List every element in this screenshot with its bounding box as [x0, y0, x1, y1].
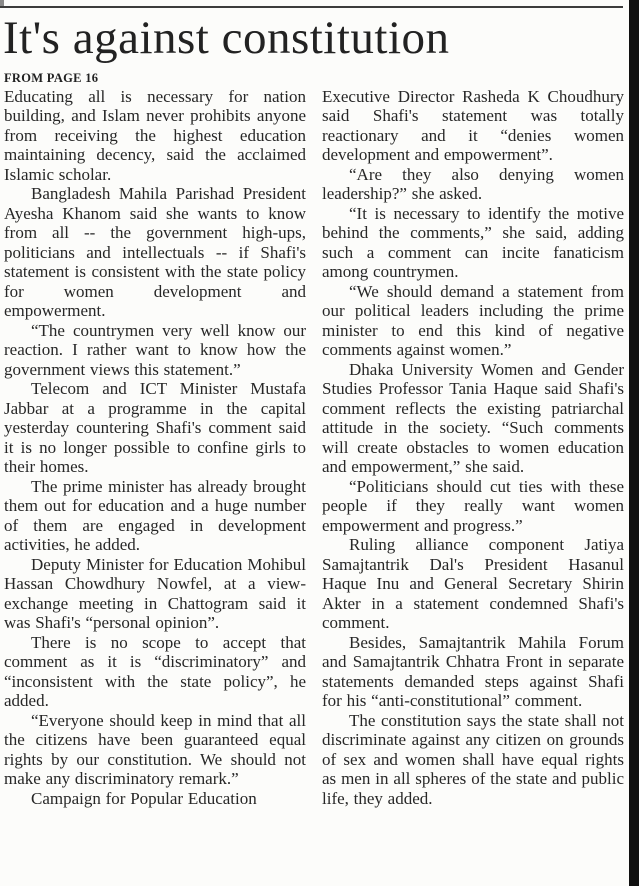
article-paragraph: “Politicians should cut ties with these people if they really want women empowerment and progress.” [322, 476, 624, 535]
article-paragraph: Deputy Minister for Education Mohibul Hassan Chowdhury Nowfel, at a view-exchange meeting in Chattogram said it was Shafi's “personal opinion”. [4, 554, 306, 633]
page-edge-bar [629, 0, 639, 886]
article-column-left [4, 87, 306, 809]
article-paragraph: Bangladesh Mahila Parishad President Ayesha Khanom said she wants to know from all -- the government high-ups, politicians and intellectuals -- if Shafi's statement is consistent with the state policy for women development and empowerment. [4, 184, 306, 321]
article-paragraph: “The countrymen very well know our reaction. I rather want to know how the government views this statement.” [4, 320, 306, 379]
article-paragraph: Dhaka University Women and Gender Studies Professor Tania Haque said Shafi's comment reflects the existing patriarchal attitude in the society. “Such comments will create obstacles to women education and empowerment,” she said. [322, 359, 624, 477]
article-paragraph: Educating all is necessary for nation building, and Islam never prohibits anyone from receiving the highest education maintaining decency, said the acclaimed Islamic scholar. [4, 86, 306, 184]
article-paragraph: The constitution says the state shall not discriminate against any citizen on grounds of sex and women shall have equal rights as men in all spheres of the state and public life, they added. [322, 710, 624, 808]
article-paragraph: “Everyone should keep in mind that all the citizens have been guaranteed equal rights by our constitution. We should not make any discriminatory remark.” [4, 710, 306, 789]
from-page-kicker: FROM PAGE 16 [4, 70, 99, 85]
article-paragraph: “We should demand a statement from our political leaders including the prime minister to end this kind of negative comments against women.” [322, 281, 624, 360]
article-paragraph: There is no scope to accept that comment as it is “discriminatory” and “inconsistent with the state policy”, he added. [4, 632, 306, 711]
article-body [0, 86, 639, 809]
headline-rule [0, 6, 623, 8]
article-paragraph: Campaign for Popular Education [31, 788, 257, 808]
article-column-right [322, 87, 624, 809]
article-paragraph: Executive Director Rasheda K Choudhury said Shafi's statement was totally reactionary and it “denies women development and empowerment”. [322, 86, 624, 165]
article-paragraph: “Are they also denying women leadership?” she asked. [322, 164, 624, 204]
article-paragraph: Ruling alliance component Jatiya Samajtantrik Dal's President Hasanul Haque Inu and General Secretary Shirin Akter in a statement condemned Shafi's comment. [322, 535, 624, 633]
article-paragraph: Telecom and ICT Minister Mustafa Jabbar at a programme in the capital yesterday countering Shafi's comment said it is no longer possible to confine girls to their homes. [4, 379, 306, 477]
article-paragraph: The prime minister has already brought them out for education and a huge number of them are engaged in development activities, he added. [4, 476, 306, 555]
article-paragraph: Besides, Samajtantrik Mahila Forum and Samajtantrik Chhatra Front in separate statements demanded steps against Shafi for his “anti-constitutional” comment. [322, 632, 624, 711]
article-paragraph: “It is necessary to identify the motive behind the comments,” she said, adding such a comment can incite fanaticism among countrymen. [322, 203, 624, 282]
article-headline: It's against constitution [3, 12, 450, 64]
